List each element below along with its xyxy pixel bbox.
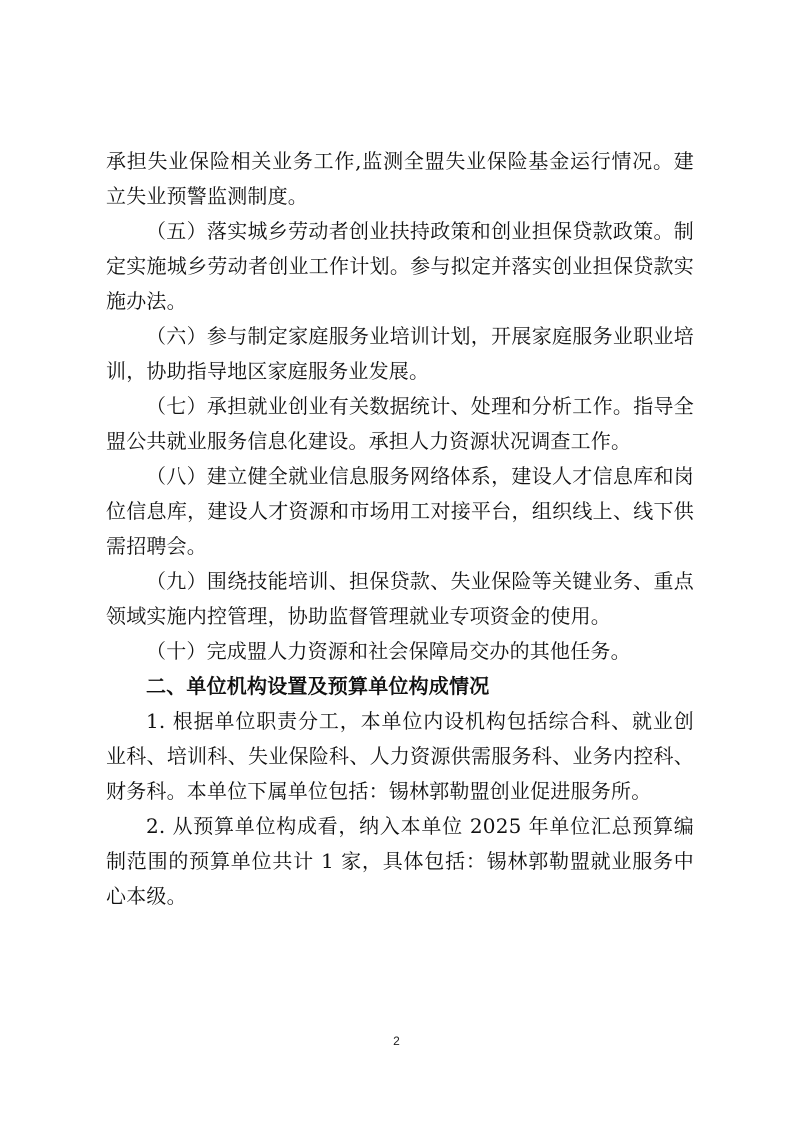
paragraph-item-6: （六）参与制定家庭服务业培训计划，开展家庭服务业职业培训，协助指导地区家庭服务业发展。 [106, 324, 694, 383]
paragraph-item-10: （十）完成盟人力资源和社会保障局交办的其他任务。 [146, 639, 631, 663]
paragraph-item-9: （九）围绕技能培训、担保贷款、失业保险等关键业务、重点领域实施内控管理，协助监督管理就业专项资金的使用。 [106, 569, 694, 628]
document-body [106, 144, 694, 914]
section-heading: 二、单位机构设置及预算单位构成情况 [146, 674, 490, 698]
page-number: 2 [393, 1034, 400, 1048]
paragraph-item-7: （七）承担就业创业有关数据统计、处理和分析工作。指导全盟公共就业服务信息化建设。承担人力资源状况调查工作。 [106, 394, 694, 453]
paragraph-unemployment-insurance: 承担失业保险相关业务工作,监测全盟失业保险基金运行情况。建立失业预警监测制度。 [106, 149, 694, 208]
paragraph-section-1: 1. 根据单位职责分工，本单位内设机构包括综合科、就业创业科、培训科、失业保险科、人力资源供需服务科、业务内控科、财务科。本单位下属单位包括：锡林郭勒盟创业促进服务所。 [106, 709, 694, 803]
paragraph-item-5: （五）落实城乡劳动者创业扶持政策和创业担保贷款政策。制定实施城乡劳动者创业工作计划。参与拟定并落实创业担保贷款实施办法。 [106, 219, 694, 313]
paragraph-section-2: 2. 从预算单位构成看，纳入本单位 2025 年单位汇总预算编制范围的预算单位共计 1 家，具体包括：锡林郭勒盟就业服务中心本级。 [106, 814, 694, 908]
paragraph-item-8: （八）建立健全就业信息服务网络体系，建设人才信息库和岗位信息库，建设人才资源和市场用工对接平台，组织线上、线下供需招聘会。 [106, 464, 694, 558]
